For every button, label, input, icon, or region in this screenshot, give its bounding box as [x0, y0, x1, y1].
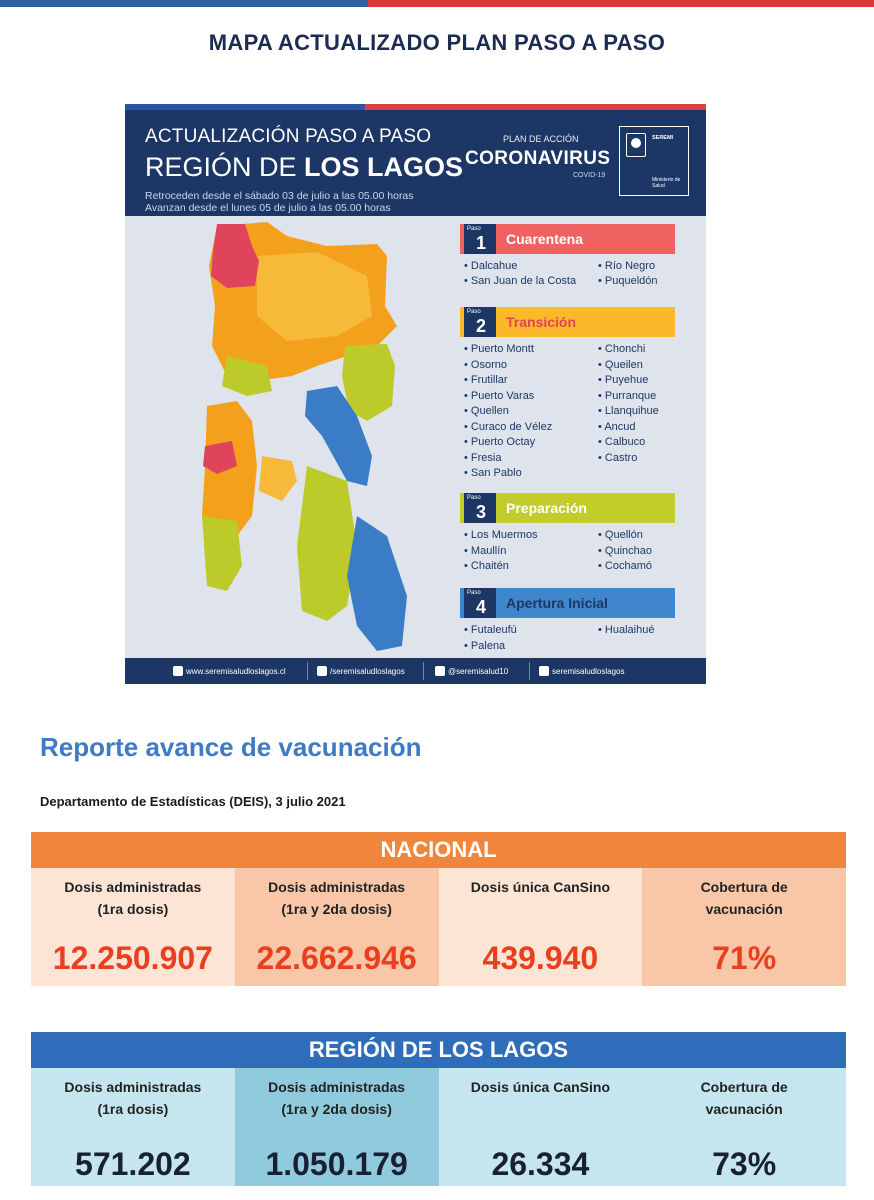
seremi-label: SEREMI — [652, 135, 674, 141]
list-item: • Quellón — [598, 529, 643, 541]
phase-2-bar — [460, 307, 675, 337]
website-link[interactable]: www.seremisaludloslagos.cl — [173, 666, 286, 676]
phase-4-bar — [460, 588, 675, 618]
list-item: • Quinchao — [598, 545, 652, 557]
cell-label: Dosis administradas (1ra y 2da dosis) — [268, 879, 406, 917]
nacional-cell-1ra-dosis — [31, 868, 235, 986]
seremi-logo — [619, 126, 689, 196]
cell-label: Dosis única CanSino — [470, 879, 610, 895]
list-item: • Castro — [598, 452, 637, 464]
region-cell-cobertura — [642, 1068, 846, 1186]
cell-label: Dosis administradas (1ra dosis) — [64, 879, 202, 917]
cell-value: 22.662.946 — [256, 940, 417, 976]
map-zone-preparacion-south — [297, 466, 357, 621]
region-row — [31, 1068, 846, 1186]
poster-header-region: REGIÓN DE LOS LAGOS — [145, 152, 464, 182]
poster-header — [125, 110, 706, 216]
plan-de-accion-label: PLAN DE ACCIÓN — [503, 134, 579, 144]
list-item: • Cochamó — [598, 560, 652, 572]
phase-1-bar — [460, 224, 675, 254]
top-bar-red — [368, 0, 874, 7]
list-item: • Puerto Varas — [464, 390, 534, 402]
coronavirus-logo-text: CORONAVIRUS — [465, 148, 611, 169]
region-cell-cansino — [439, 1068, 643, 1186]
list-item: • Llanquihue — [598, 405, 659, 417]
twitter-link[interactable]: @seremisalud10 — [435, 666, 508, 676]
nacional-header: NACIONAL — [31, 832, 846, 868]
nacional-cell-1ra-2da-dosis — [235, 868, 439, 986]
cell-value: 26.334 — [491, 1146, 590, 1182]
poster-header-avanzan: Avanzan desde el lunes 05 de julio a las 05.00 horas — [145, 202, 391, 214]
list-item: • Dalcahue — [464, 260, 517, 272]
cell-label: Cobertura de vacunación — [700, 879, 788, 917]
phase-1-name: Cuarentena — [506, 231, 584, 247]
top-color-bar — [0, 0, 874, 7]
phase-4-number-box: Paso 4 — [464, 588, 496, 618]
list-item: • Puyehue — [598, 374, 648, 386]
phase-1-number-box: Paso 1 — [464, 224, 496, 254]
phase-4-name: Apertura Inicial — [506, 595, 608, 611]
map-zone-islands — [259, 456, 297, 501]
list-item: • Ancud — [598, 421, 636, 433]
list-item: • Calbuco — [598, 436, 645, 448]
instagram-icon — [539, 666, 549, 676]
top-bar-blue — [0, 0, 368, 7]
facebook-icon — [317, 666, 327, 676]
cell-label: Dosis administradas (1ra dosis) — [64, 1079, 202, 1117]
list-item: • Curaco de Vélez — [464, 421, 552, 433]
list-item: • Quellen — [464, 405, 509, 417]
cell-value: 71% — [712, 940, 777, 976]
list-item: • Palena — [464, 640, 505, 652]
list-item: • Puqueldón — [598, 275, 658, 287]
list-item: • San Juan de la Costa — [464, 275, 576, 287]
region-map — [197, 216, 457, 656]
cell-value: 439.940 — [482, 940, 599, 976]
nacional-row — [31, 868, 846, 986]
cell-value: 1.050.179 — [265, 1146, 408, 1182]
cell-label: Dosis administradas (1ra y 2da dosis) — [268, 1079, 406, 1117]
instagram-link[interactable]: seremisaludloslagos — [539, 666, 624, 676]
list-item: • Puerto Octay — [464, 436, 535, 448]
twitter-icon — [435, 666, 445, 676]
cell-label: Cobertura de vacunación — [700, 1079, 788, 1117]
phase-3-name: Preparación — [506, 500, 587, 516]
chile-crest-icon — [626, 133, 646, 157]
report-source: Departamento de Estadísticas (DEIS), 3 julio 2021 — [40, 794, 346, 809]
region-header: REGIÓN DE LOS LAGOS — [31, 1032, 846, 1068]
cell-value: 73% — [712, 1146, 777, 1182]
page-title: MAPA ACTUALIZADO PLAN PASO A PASO — [208, 30, 666, 55]
list-item: • Chaitén — [464, 560, 509, 572]
cell-value: 12.250.907 — [52, 940, 213, 976]
map-zone-apertura-south — [347, 516, 407, 651]
map-zone-preparacion-chiloe — [202, 516, 242, 591]
phase-2-number-box: Paso 2 — [464, 307, 496, 337]
region-cell-1ra-dosis — [31, 1068, 235, 1186]
region-cell-1ra-2da-dosis — [235, 1068, 439, 1186]
report-heading: Reporte avance de vacunación — [40, 732, 422, 762]
nacional-table — [31, 832, 846, 986]
nacional-cell-cansino — [439, 868, 643, 986]
list-item: • San Pablo — [464, 467, 522, 479]
list-item: • Osorno — [464, 359, 507, 371]
list-item: • Frutillar — [464, 374, 508, 386]
facebook-link[interactable]: /seremisaludloslagos — [317, 666, 405, 676]
ministerio-label: Ministerio de Salud — [652, 177, 681, 189]
list-item: • Futaleufú — [464, 624, 517, 636]
covid-label: COVID-19 — [573, 172, 606, 179]
list-item: • Hualaihué — [598, 624, 654, 636]
poster-header-title: ACTUALIZACIÓN PASO A PASO — [145, 126, 432, 147]
list-item: • Chonchi — [598, 343, 645, 355]
cell-label: Dosis única CanSino — [470, 1079, 610, 1095]
poster-header-retroceden: Retroceden desde el sábado 03 de julio a las 05.00 horas — [145, 190, 414, 202]
list-item: • Purranque — [598, 390, 656, 402]
plan-paso-a-paso-poster — [125, 104, 706, 684]
list-item: • Maullín — [464, 545, 506, 557]
globe-icon — [173, 666, 183, 676]
list-item: • Puerto Montt — [464, 343, 534, 355]
phase-2-name: Transición — [506, 314, 577, 330]
list-item: • Fresia — [464, 452, 501, 464]
phase-3-bar — [460, 493, 675, 523]
poster-footer-social — [125, 658, 706, 684]
nacional-cell-cobertura — [642, 868, 846, 986]
cell-value: 571.202 — [75, 1146, 191, 1182]
list-item: • Río Negro — [598, 260, 655, 272]
list-item: • Queilen — [598, 359, 643, 371]
phase-3-number-box: Paso 3 — [464, 493, 496, 523]
list-item: • Los Muermos — [464, 529, 538, 541]
region-table — [31, 1032, 846, 1186]
